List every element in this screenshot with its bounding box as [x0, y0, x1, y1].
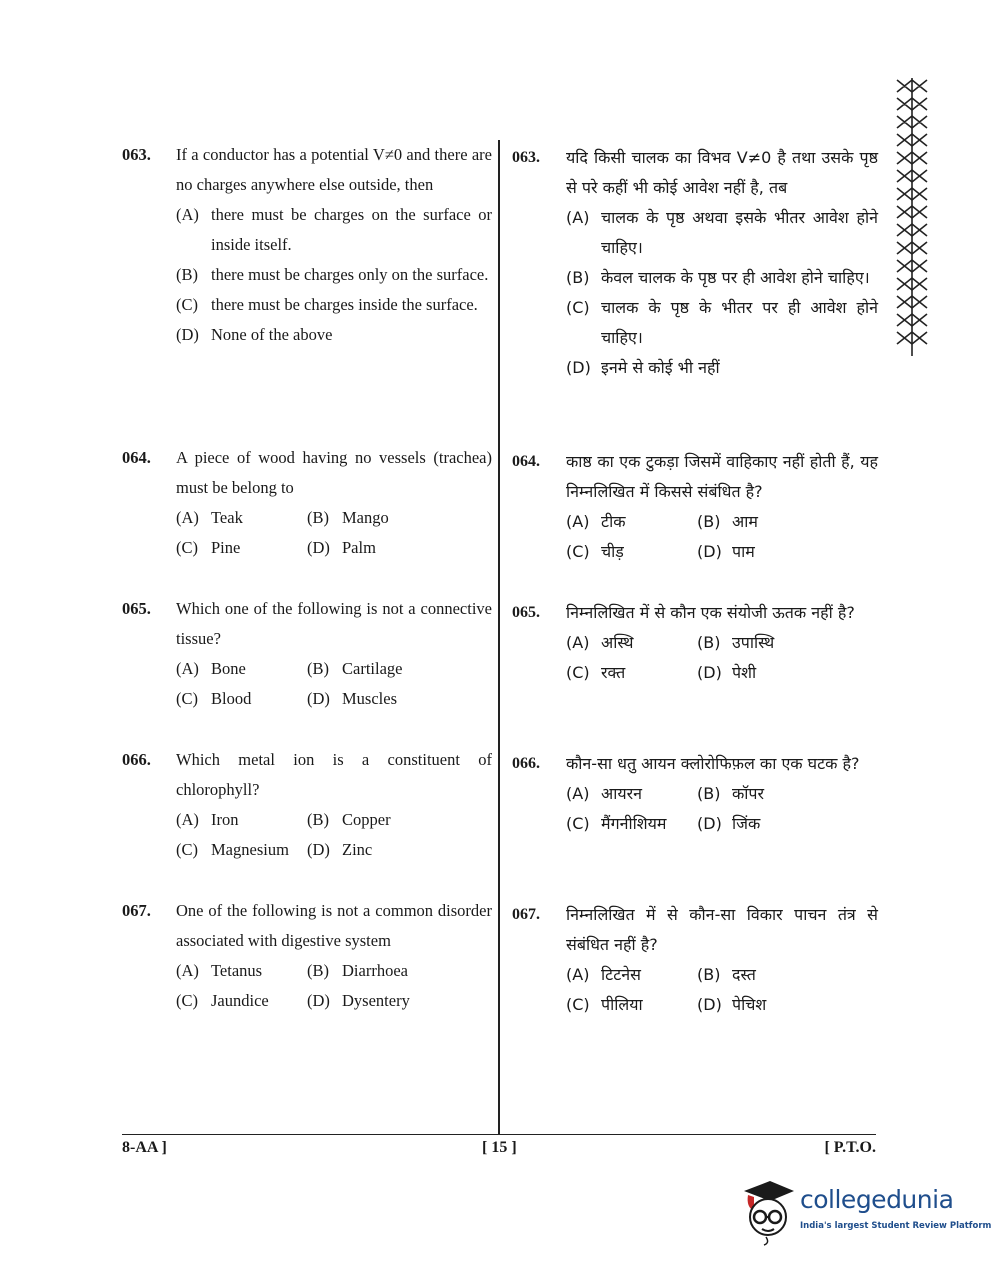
logo-tagline: India's largest Student Review Platform	[800, 1221, 992, 1231]
question-number: 065.	[122, 599, 151, 618]
collegedunia-logo	[740, 1177, 992, 1247]
question-064	[122, 443, 492, 563]
option-a: (A) टिटनेस	[566, 965, 641, 984]
question-066	[122, 745, 492, 865]
option-a: (A) Tetanus	[176, 961, 263, 980]
question-text: यदि किसी चालक का विभव V≠0 है तथा उसके पृष्ठ से परे कहीं भी कोई आवेश नहीं है, तब	[566, 148, 878, 197]
booklet-code: 8-AA ]	[122, 1139, 167, 1156]
option-b: (B) Diarrhoea	[307, 961, 408, 980]
logo-wordmark: collegedunia	[800, 1185, 954, 1214]
question-text: कौन-सा धतु आयन क्लोरोफिफ़ल का एक घटक है?	[566, 754, 860, 773]
column-divider	[498, 140, 500, 1135]
option-a: (A) Iron	[176, 810, 239, 829]
question-number: 064.	[512, 453, 540, 470]
question-number: 063.	[122, 145, 151, 164]
option-c: (C) Jaundice	[176, 991, 269, 1010]
option-b: (B) Copper	[307, 810, 391, 829]
option-b: (B) there must be charges only on the surface.	[176, 265, 489, 284]
option-c: (C) चीड़	[566, 542, 624, 561]
question-text: काष्ठ का एक टुकड़ा जिसमें वाहिकाए नहीं होती हैं, यह निम्नलिखित में किससे संबंधित है?	[566, 452, 878, 501]
question-number: 067.	[122, 901, 151, 920]
question-text: निम्नलिखित में से कौन एक संयोजी ऊतक नहीं है?	[566, 603, 855, 622]
option-d: (D) Palm	[307, 538, 376, 557]
option-c: (C) मैंगनीशियम	[566, 814, 667, 833]
question-065	[122, 594, 492, 714]
option-d: (D) Muscles	[307, 689, 397, 708]
question-number: 065.	[512, 604, 540, 621]
option-d: (D) पेशी	[697, 663, 757, 682]
question-text: A piece of wood having no vessels (trachea) must be belong to	[176, 448, 492, 497]
question-text: One of the following is not a common disorder associated with digestive system	[176, 901, 492, 950]
option-b: (B) आम	[697, 512, 758, 531]
question-number: 066.	[122, 750, 151, 769]
option-d: (D) Dysentery	[307, 991, 410, 1010]
option-d: (D) Zinc	[307, 840, 373, 859]
question-text: Which one of the following is not a connective tissue?	[176, 599, 492, 648]
option-a: (A) Teak	[176, 508, 243, 527]
option-b: (B) केवल चालक के पृष्ठ पर ही आवेश होने चाहिए।	[566, 268, 870, 287]
question-065-hindi	[512, 598, 878, 688]
option-b: (B) उपास्थि	[697, 633, 775, 652]
option-d: (D) पेचिश	[697, 995, 767, 1014]
question-number: 067.	[512, 906, 540, 923]
option-b: (B) दस्त	[697, 965, 756, 984]
question-number: 066.	[512, 755, 540, 772]
question-063-hindi	[512, 143, 878, 383]
side-pattern-decoration	[893, 76, 931, 358]
option-a: (A) टीक	[566, 512, 626, 531]
question-067-hindi	[512, 900, 878, 1020]
option-c: (C) रक्त	[566, 663, 626, 682]
option-b: (B) Mango	[307, 508, 389, 527]
option-a: (A) आयरन	[566, 784, 643, 803]
option-c: (C) पीलिया	[566, 995, 643, 1014]
option-d: (D) जिंक	[697, 814, 761, 833]
option-c: (C) चालक के पृष्ठ के भीतर पर ही आवेश होने चाहिए।	[566, 298, 878, 347]
option-d: (D) पाम	[697, 542, 755, 561]
question-064-hindi	[512, 447, 878, 567]
option-d: (D) None of the above	[176, 325, 333, 344]
page-footer	[122, 1134, 876, 1156]
option-c: (C) there must be charges inside the surface.	[176, 295, 478, 314]
question-067	[122, 896, 492, 1016]
option-a: (A) there must be charges on the surface or inside itself.	[176, 205, 492, 254]
option-c: (C) Blood	[176, 689, 252, 708]
question-number: 063.	[512, 149, 540, 166]
option-c: (C) Pine	[176, 538, 241, 557]
question-063	[122, 140, 492, 350]
mascot-icon	[740, 1177, 798, 1247]
option-a: (A) चालक के पृष्ठ अथवा इसके भीतर आवेश होने चाहिए।	[566, 208, 878, 257]
option-b: (B) Cartilage	[307, 659, 403, 678]
question-text: If a conductor has a potential V≠0 and there are no charges anywhere else outside, then	[176, 145, 492, 194]
question-text: Which metal ion is a constituent of chlorophyll?	[176, 750, 492, 799]
question-066-hindi	[512, 749, 878, 839]
pto-label: [ P.T.O.	[824, 1139, 876, 1156]
question-number: 064.	[122, 448, 151, 467]
option-c: (C) Magnesium	[176, 840, 289, 859]
option-a: (A) अस्थि	[566, 633, 634, 652]
option-d: (D) इनमे से कोई भी नहीं	[566, 358, 720, 377]
option-a: (A) Bone	[176, 659, 246, 678]
option-b: (B) कॉपर	[697, 784, 765, 803]
question-text: निम्नलिखित में से कौन-सा विकार पाचन तंत्र से संबंधित नहीं है?	[566, 905, 878, 954]
page-number: [ 15 ]	[482, 1139, 517, 1156]
